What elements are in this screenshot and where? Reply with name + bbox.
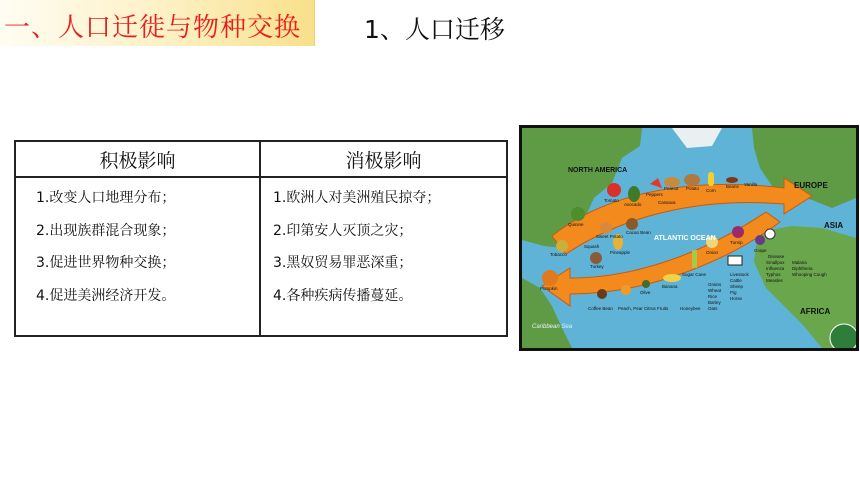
cow-icon (728, 256, 742, 265)
corn-icon (708, 172, 714, 186)
caption-peanut: Peanut (664, 186, 679, 191)
caption-peach-pear: Peach, Pear (618, 306, 643, 311)
negative-item: 2.印第安人灭顶之灾； (273, 222, 413, 239)
caption-citrus: Citrus Fruits (644, 306, 669, 311)
label-north-america: NORTH AMERICA (568, 167, 628, 174)
caption-sugar-cane: Sugar Cane (682, 272, 707, 277)
header-positive: 积极影响 (15, 141, 260, 177)
page-subtitle: 1、人口迁移 (364, 15, 505, 44)
caption-potato: Potato (686, 186, 700, 191)
caption-grape: Grape (754, 248, 767, 253)
caption-onion: Onion (706, 250, 719, 255)
disease-item: Influenza (766, 266, 785, 271)
skull-icon (765, 229, 775, 239)
caption-cacao-bean: Cacao Bean (626, 230, 651, 235)
grains-item: Rice (708, 294, 718, 299)
grains-item: Grains (708, 282, 722, 287)
disease-item: Typhus (766, 272, 781, 277)
caption-peppers: Peppers (646, 192, 663, 197)
disease-item: Whooping Cough (792, 272, 827, 277)
label-europe: EUROPE (794, 181, 828, 190)
tomato-icon (607, 183, 621, 197)
livestock-item: Horse (730, 296, 743, 301)
livestock-item: Pig (730, 290, 737, 295)
caption-coffee: Coffee Bean (588, 306, 613, 311)
positive-item: 3.促进世界物种交换； (36, 255, 176, 271)
disease-item: Malaria (792, 260, 807, 265)
grains-item: Wheat (708, 288, 722, 293)
cacao-icon (626, 218, 638, 230)
globe-icon (830, 324, 856, 348)
negative-item: 3.黑奴贸易罪恶深重； (273, 255, 413, 271)
citrus-icon (621, 285, 631, 295)
header-negative: 消极影响 (260, 141, 507, 177)
caption-quinine: Quinine (568, 222, 584, 227)
caption-banana: Banana (662, 284, 678, 289)
disease-item: Diphtheria (792, 266, 813, 271)
caption-tomato: Tomato (604, 198, 619, 203)
label-caribbean: Caribbean Sea (532, 324, 573, 330)
disease-item: Measles (766, 278, 783, 283)
caption-pumpkin: Pumpkin (540, 286, 558, 291)
disease-item: Disease (768, 254, 785, 259)
livestock-item: Cattle (730, 278, 742, 283)
turnip-icon (732, 226, 744, 238)
caption-pineapple: Pineapple (610, 250, 631, 255)
grains-item: Oats (708, 306, 718, 311)
positive-item: 4.促进美洲经济开发。 (36, 287, 176, 304)
caption-turnip: Turnip (730, 240, 743, 245)
section-title-bar (0, 0, 315, 46)
potato-icon (684, 174, 700, 186)
positive-cell (15, 177, 260, 336)
label-ocean: ATLANTIC OCEAN (654, 235, 716, 242)
columbian-exchange-map (519, 125, 859, 351)
grains-item: Barley (708, 300, 721, 305)
positive-item: 2.出现族群混合现象； (36, 222, 176, 239)
sweet-potato-icon (600, 222, 612, 234)
turkey-icon (590, 252, 602, 264)
caption-turkey: Turkey (590, 264, 604, 269)
caption-corn: Corn (706, 188, 716, 193)
beans-icon (726, 177, 738, 183)
quinine-icon (571, 207, 585, 221)
olive-icon (642, 280, 650, 288)
banana-icon (663, 274, 681, 282)
positive-item: 1.改变人口地理分布； (36, 190, 176, 206)
disease-item: Smallpox (766, 260, 785, 265)
impact-table (14, 140, 508, 337)
caption-tobacco: Tobacco (550, 252, 567, 257)
label-africa: AFRICA (800, 307, 831, 316)
negative-item: 1.欧洲人对美洲殖民掠夺； (273, 190, 441, 206)
caption-honeybee: Honeybee (680, 306, 701, 311)
tobacco-icon (556, 240, 568, 252)
livestock-item: Livestock (730, 272, 749, 277)
map-svg (522, 128, 856, 348)
label-asia: ASIA (824, 221, 844, 230)
caption-avocado: Avocado (624, 202, 642, 207)
caption-squash: Squash (584, 244, 600, 249)
caption-sweet-potato: Sweet Potato (596, 234, 623, 239)
caption-beans: Beans (726, 184, 739, 189)
avocado-icon (628, 186, 640, 202)
pumpkin-icon (542, 270, 558, 286)
coffee-icon (597, 289, 607, 299)
caption-olive: Olive (640, 290, 651, 295)
livestock-item: Sheep (730, 284, 744, 289)
section-title: 一、人口迁徙与物种交换 (4, 13, 302, 43)
caption-vanilla: Vanilla (744, 182, 758, 187)
negative-item: 4.各种疾病传播蔓延。 (273, 287, 413, 304)
negative-cell (260, 177, 507, 336)
grape-icon (755, 235, 765, 245)
caption-cassava: Cassava (658, 200, 676, 205)
sugar-cane-icon (692, 250, 697, 268)
